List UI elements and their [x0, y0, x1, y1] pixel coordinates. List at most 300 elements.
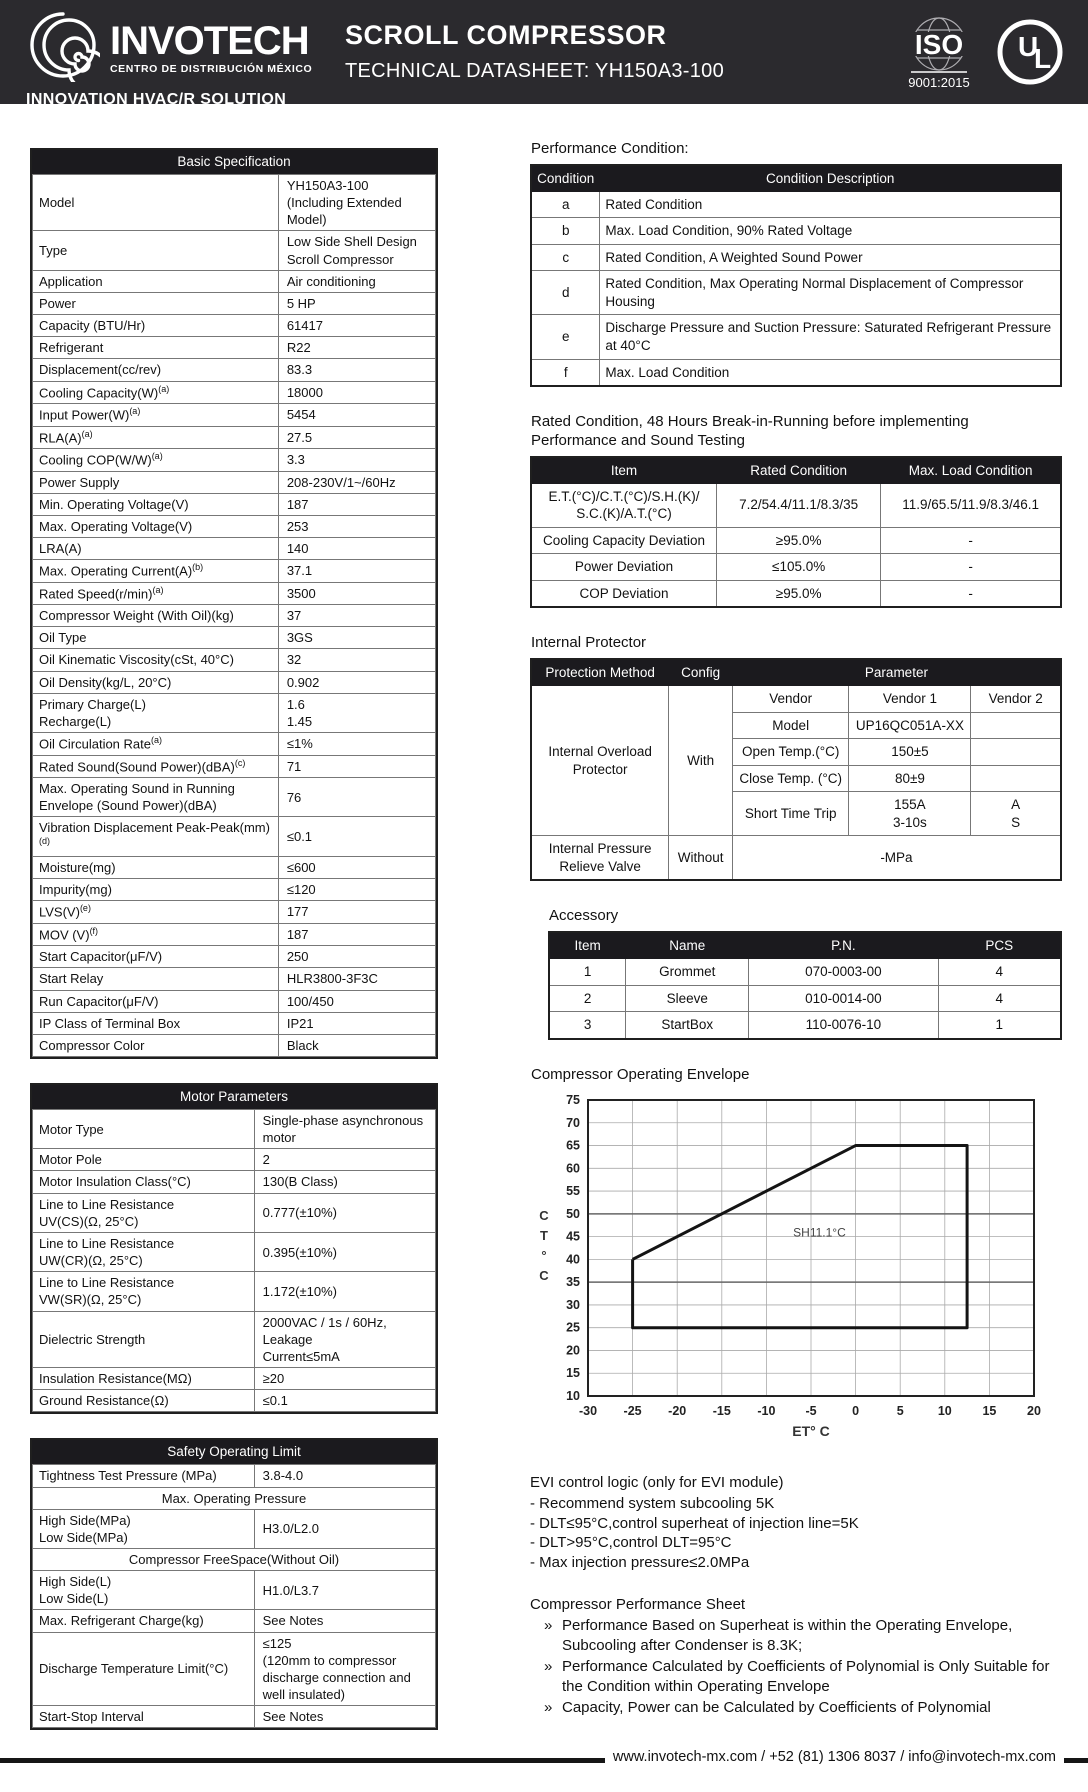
- rated-condition-section: [530, 413, 1062, 608]
- row-label: Cooling $COP(W/W)^{(a)}$: [33, 449, 279, 471]
- row-label: $LVS(V)^{(e)}$: [33, 901, 279, 923]
- svg-text:20: 20: [566, 1343, 580, 1358]
- table-row: [33, 582, 436, 604]
- table-row: [33, 1171, 436, 1193]
- table-row: [33, 1232, 436, 1271]
- cell: Rated Condition: [600, 191, 1061, 218]
- row-label: Rated $Speed(r/\min)^{(a)}$: [33, 582, 279, 604]
- row-label: Displacement(cc/rev): [33, 359, 279, 381]
- row-value: 27.5: [278, 426, 435, 448]
- row-value: 208-230V/1~/60Hz: [278, 471, 435, 493]
- row-label: Max. Refrigerant Charge(kg): [33, 1610, 255, 1632]
- row-value: 18000: [278, 381, 435, 403]
- cell: Sleeve: [626, 985, 749, 1012]
- table-row: [33, 1465, 436, 1487]
- cell: f: [531, 359, 600, 386]
- row-label: Line to Line Resistance UV(CS)(Ω, 25°C): [33, 1193, 255, 1232]
- column-header: Item: [549, 932, 626, 959]
- ul-badge: [994, 16, 1066, 93]
- cell: -MPa: [732, 836, 1061, 881]
- x-axis-label: ET° C: [792, 1422, 830, 1439]
- bullet-text: Performance Based on Superheat is within the Operating Envelope, Subcooling after Condenser is 8.3K;: [562, 1617, 1013, 1655]
- row-value: 187: [278, 923, 435, 945]
- brand-tagline-en: INNOVATION HVAC/R SOLUTION: [26, 91, 287, 108]
- table-row: [33, 449, 436, 471]
- cell: Max. Load Condition: [600, 359, 1061, 386]
- row-value: 37: [278, 605, 435, 627]
- row-value: 250: [278, 946, 435, 968]
- cell: Power Deviation: [531, 554, 717, 581]
- note-line: - Max injection pressure≤2.0MPa: [530, 1554, 750, 1572]
- table-row: [33, 1509, 436, 1548]
- row-label: Max. Operating Sound in Running Envelope (Sound Power)(dBA): [33, 778, 279, 817]
- notes-title: EVI control logic (only for EVI module): [530, 1473, 784, 1491]
- cell: E.T.(°C)/C.T.(°C)/S.H.(K)/ S.C.(K)/A.T.(°C): [531, 483, 717, 527]
- svg-text:30: 30: [566, 1297, 580, 1312]
- operating-envelope-section: [530, 1066, 1062, 1447]
- note-line: - DLT≤95°C,control superheat of injection line=5K: [530, 1514, 859, 1532]
- table-row: [33, 1149, 436, 1171]
- row-value: ≤600: [278, 856, 435, 878]
- cell: A S: [971, 792, 1061, 836]
- table-row: [33, 778, 436, 817]
- table-row: [531, 836, 1061, 881]
- column-header: Protection Method: [531, 659, 669, 686]
- bullet-item: [544, 1657, 1062, 1697]
- cell: Vendor: [732, 686, 849, 713]
- row-label: Moisture(mg): [33, 856, 279, 878]
- column-header: Max. Load Condition: [881, 457, 1061, 484]
- bullet-text: Performance Calculated by Coefficients of Polynomial is Only Suitable for the Condition within Operating Envelope: [562, 1658, 1050, 1696]
- row-label: Max. Operating $Current(A)^{(b)}$: [33, 560, 279, 582]
- cell: -: [881, 580, 1061, 607]
- cell: 070-0003-00: [749, 959, 938, 986]
- row-label: High Side(MPa) Low Side(MPa): [33, 1509, 255, 1548]
- row-label: Discharge Temperature Limit(°C): [33, 1632, 255, 1706]
- cell: 110-0076-10: [749, 1012, 938, 1039]
- row-label: Input $Power(W)^{(a)}$: [33, 404, 279, 426]
- row-label: Line to Line Resistance UW(CR)(Ω, 25°C): [33, 1232, 255, 1271]
- row-value: ≤1%: [278, 733, 435, 755]
- table-row: [531, 271, 1061, 315]
- brand-tagline-es: CENTRO DE DISTRIBUCIÓN MÉXICO: [110, 62, 313, 75]
- cell: a: [531, 191, 600, 218]
- table-row: [33, 175, 436, 231]
- svg-text:L: L: [1034, 43, 1052, 74]
- svg-text:55: 55: [566, 1183, 580, 1198]
- cell: Model: [732, 712, 849, 739]
- table-row: [33, 1571, 436, 1610]
- row-label: Dielectric Strength: [33, 1311, 255, 1367]
- cell: ≤105.0%: [717, 554, 881, 581]
- column-header: Rated Condition: [717, 457, 881, 484]
- svg-text:C: C: [539, 1207, 549, 1223]
- svg-text:-25: -25: [623, 1403, 642, 1418]
- internal-protector-table: [530, 658, 1062, 881]
- table-row: [33, 1272, 436, 1311]
- bullet-item: [544, 1616, 1062, 1656]
- column-header: Name: [626, 932, 749, 959]
- row-label: Ground Resistance(Ω): [33, 1390, 255, 1412]
- row-label: Motor Pole: [33, 1149, 255, 1171]
- row-value: H1.0/L3.7: [254, 1571, 435, 1610]
- row-value: ≥20: [254, 1368, 435, 1390]
- cell: Vendor 2: [971, 686, 1061, 713]
- chart-annotation: SH11.1°C: [793, 1225, 846, 1240]
- cell: [971, 765, 1061, 792]
- row-value: 0.902: [278, 671, 435, 693]
- safety-operating-limit-table: [30, 1438, 438, 1730]
- row-value: ≤0.1: [254, 1390, 435, 1412]
- table-row: [33, 968, 436, 990]
- iso-9001-badge: [896, 12, 982, 97]
- row-value: 83.3: [278, 359, 435, 381]
- table-row: [531, 359, 1061, 386]
- table-title: Safety Operating Limit: [32, 1440, 436, 1464]
- table-row: [33, 671, 436, 693]
- row-label: Type: [33, 231, 279, 270]
- brand-name: INVOTECH: [110, 18, 309, 63]
- cell: 7.2/54.4/11.1/8.3/35: [717, 483, 881, 527]
- section-caption: Rated Condition, 48 Hours Break-in-Running before implementing Performance and Sound Testing: [531, 413, 969, 449]
- row-value: 3500: [278, 582, 435, 604]
- row-label: $RLA(A)^{(a)}$: [33, 426, 279, 448]
- row-label: Refrigerant: [33, 337, 279, 359]
- bullet-item: [544, 1698, 1062, 1718]
- row-value: 2: [254, 1149, 435, 1171]
- row-label: Rated Sound(Sound Power)(dBA)$^{(c)}$: [33, 755, 279, 777]
- cell: COP Deviation: [531, 580, 717, 607]
- row-value: 0.395(±10%): [254, 1232, 435, 1271]
- svg-text:70: 70: [566, 1115, 580, 1130]
- subheader-cell: Compressor FreeSpace(Without Oil): [33, 1548, 436, 1570]
- row-label: Start Capacitor(μF/V): [33, 946, 279, 968]
- table-row: [33, 1368, 436, 1390]
- table-row: [531, 218, 1061, 245]
- table-row: [33, 560, 436, 582]
- table-row: [33, 1390, 436, 1412]
- cell: 1: [549, 959, 626, 986]
- table-row: [33, 1706, 436, 1728]
- protection-method-cell: Internal Pressure Relieve Valve: [531, 836, 669, 881]
- svg-text:65: 65: [566, 1138, 580, 1153]
- operating-envelope-chart: [530, 1090, 1050, 1442]
- row-label: Oil Density(kg/L, 20°C): [33, 671, 279, 693]
- column-header: Config: [669, 659, 733, 686]
- protection-method-cell: Internal Overload Protector: [531, 686, 669, 836]
- row-value: 5 HP: [278, 292, 435, 314]
- row-value: Low Side Shell Design Scroll Compressor: [278, 231, 435, 270]
- table-row: [33, 879, 436, 901]
- table-row: [33, 515, 436, 537]
- table-row: [33, 1034, 436, 1056]
- row-value: 71: [278, 755, 435, 777]
- table-row: [33, 923, 436, 945]
- row-value: 140: [278, 537, 435, 559]
- row-value: 3.3: [278, 449, 435, 471]
- row-value: 3.8-4.0: [254, 1465, 435, 1487]
- table-row: [33, 270, 436, 292]
- table-row: [33, 946, 436, 968]
- cell: 155A 3-10s: [849, 792, 971, 836]
- row-label: Run Capacitor(μF/V): [33, 990, 279, 1012]
- svg-text:45: 45: [566, 1229, 580, 1244]
- note-line: - Recommend system subcooling 5K: [530, 1494, 775, 1512]
- row-value: 76: [278, 778, 435, 817]
- row-label: Application: [33, 270, 279, 292]
- svg-text:50: 50: [566, 1206, 580, 1221]
- table-row: [33, 359, 436, 381]
- table-row: [33, 381, 436, 403]
- row-label: Line to Line Resistance VW(SR)(Ω, 25°C): [33, 1272, 255, 1311]
- svg-text:10: 10: [566, 1388, 580, 1403]
- iso-sub-label: 9001:2015: [908, 75, 970, 90]
- cell: [971, 739, 1061, 766]
- svg-text:C: C: [539, 1267, 549, 1283]
- basic-specification-table: [30, 148, 438, 1059]
- config-cell: With: [669, 686, 733, 836]
- svg-text:10: 10: [937, 1403, 952, 1418]
- row-label: LRA(A): [33, 537, 279, 559]
- row-label: Insulation Resistance(MΩ): [33, 1368, 255, 1390]
- performance-condition-section: [530, 140, 1062, 387]
- row-label: Min. Operating Voltage(V): [33, 493, 279, 515]
- table-row: [549, 959, 1061, 986]
- table-row: [33, 627, 436, 649]
- accessory-section: [530, 907, 1062, 1039]
- notes-title: Compressor Performance Sheet: [530, 1596, 746, 1614]
- row-value: 2000VAC / 1s / 60Hz, Leakage Current≤5mA: [254, 1311, 435, 1367]
- cell: Discharge Pressure and Suction Pressure: Saturated Refrigerant Pressure at 40°C: [600, 315, 1061, 359]
- row-label: Vibration Displacement Peak-Peak(mm)$^{(d)}$: [33, 817, 279, 857]
- table-row: [531, 244, 1061, 271]
- cell: b: [531, 218, 600, 245]
- table-row: [549, 1012, 1061, 1039]
- performance-condition-table: [530, 164, 1062, 387]
- row-value: YH150A3-100 (Including Extended Model): [278, 175, 435, 231]
- svg-text:35: 35: [566, 1274, 580, 1289]
- iso-label: ISO: [914, 29, 964, 60]
- brand-block: [26, 8, 356, 109]
- table-row: [33, 537, 436, 559]
- cell: e: [531, 315, 600, 359]
- svg-text:60: 60: [566, 1160, 580, 1175]
- performance-sheet-notes: [530, 1595, 1062, 1718]
- table-row: [33, 733, 436, 755]
- chart-title: Compressor Operating Envelope: [531, 1065, 750, 1083]
- bullet-text: Capacity, Power can be Calculated by Coefficients of Polynomial: [562, 1699, 991, 1716]
- row-value: See Notes: [254, 1706, 435, 1728]
- row-label: Model: [33, 175, 279, 231]
- bullet-marker: »: [544, 1699, 553, 1716]
- table-row: [33, 649, 436, 671]
- row-value: See Notes: [254, 1610, 435, 1632]
- page-header: [0, 0, 1088, 108]
- row-label: Capacity (BTU/Hr): [33, 315, 279, 337]
- cell: Grommet: [626, 959, 749, 986]
- row-label: Max. Operating Voltage(V): [33, 515, 279, 537]
- cell: Cooling Capacity Deviation: [531, 527, 717, 554]
- row-label: Oil Type: [33, 627, 279, 649]
- row-value: 253: [278, 515, 435, 537]
- row-label: Impurity(mg): [33, 879, 279, 901]
- rated-condition-table: [530, 456, 1062, 609]
- svg-text:25: 25: [566, 1320, 580, 1335]
- svg-text:-30: -30: [578, 1403, 598, 1418]
- row-label: High Side(L) Low Side(L): [33, 1571, 255, 1610]
- cell: Open Temp.(°C): [732, 739, 849, 766]
- cell: 4: [938, 985, 1061, 1012]
- row-label: Motor Type: [33, 1110, 255, 1149]
- spiral-logo-icon: [26, 8, 100, 87]
- svg-text:-20: -20: [668, 1403, 687, 1418]
- row-value: 1.6 1.45: [278, 693, 435, 732]
- table-title: Motor Parameters: [32, 1085, 436, 1109]
- row-value: 177: [278, 901, 435, 923]
- note-line: - DLT>95°C,control DLT=95°C: [530, 1534, 732, 1552]
- cell: UP16QC051A-XX: [849, 712, 971, 739]
- internal-protector-section: [530, 634, 1062, 881]
- table-row: [33, 1193, 436, 1232]
- row-value: 3GS: [278, 627, 435, 649]
- cell: Rated Condition, Max Operating Normal Displacement of Compressor Housing: [600, 271, 1061, 315]
- row-value: IP21: [278, 1012, 435, 1034]
- table-row: [33, 1548, 436, 1570]
- cell: ≥95.0%: [717, 527, 881, 554]
- table-row: [531, 527, 1061, 554]
- accessory-table: [548, 931, 1062, 1040]
- row-value: 0.777(±10%): [254, 1193, 435, 1232]
- table-row: [33, 471, 436, 493]
- table-row: [33, 493, 436, 515]
- cell: d: [531, 271, 600, 315]
- cell: Close Temp. (°C): [732, 765, 849, 792]
- cell: 11.9/65.5/11.9/8.3/46.1: [881, 483, 1061, 527]
- row-label: Compressor Color: [33, 1034, 279, 1056]
- row-value: Black: [278, 1034, 435, 1056]
- row-label: Power Supply: [33, 471, 279, 493]
- table-row: [33, 231, 436, 270]
- cell: ≥95.0%: [717, 580, 881, 607]
- table-row: [33, 901, 436, 923]
- svg-text:20: 20: [1027, 1403, 1041, 1418]
- cell: Rated Condition, A Weighted Sound Power: [600, 244, 1061, 271]
- row-value: HLR3800-3F3C: [278, 968, 435, 990]
- column-header: P.N.: [749, 932, 938, 959]
- row-value: 5454: [278, 404, 435, 426]
- page-title: SCROLL COMPRESSOR: [345, 20, 667, 50]
- row-value: ≤0.1: [278, 817, 435, 857]
- table-row: [33, 426, 436, 448]
- row-label: Compressor Weight (With Oil)(kg): [33, 605, 279, 627]
- cell: [971, 712, 1061, 739]
- cell: 3: [549, 1012, 626, 1039]
- cell: 010-0014-00: [749, 985, 938, 1012]
- cell: 80±9: [849, 765, 971, 792]
- table-row: [531, 315, 1061, 359]
- row-label: Start-Stop Interval: [33, 1706, 255, 1728]
- evi-notes: [530, 1473, 1062, 1574]
- row-value: 1.172(±10%): [254, 1272, 435, 1311]
- svg-text:-5: -5: [805, 1403, 817, 1418]
- table-row: [33, 990, 436, 1012]
- row-value: 187: [278, 493, 435, 515]
- column-header: Item: [531, 457, 717, 484]
- table-row: [531, 554, 1061, 581]
- table-row: [33, 605, 436, 627]
- row-label: IP Class of Terminal Box: [33, 1012, 279, 1034]
- row-label: MOV $(V)^{(f)}$: [33, 923, 279, 945]
- row-value: 32: [278, 649, 435, 671]
- row-label: Oil Circulation Rate$^{(a)}$: [33, 733, 279, 755]
- row-label: Cooling $Capacity(W)^{(a)}$: [33, 381, 279, 403]
- cell: c: [531, 244, 600, 271]
- row-value: H3.0/L2.0: [254, 1509, 435, 1548]
- row-label: Tightness Test Pressure (MPa): [33, 1465, 255, 1487]
- chart-container: [530, 1090, 1062, 1447]
- bullet-marker: »: [544, 1617, 553, 1635]
- table-row: [33, 292, 436, 314]
- svg-text:-10: -10: [757, 1403, 776, 1418]
- svg-text:-15: -15: [712, 1403, 731, 1418]
- section-caption: Accessory: [549, 907, 619, 925]
- row-label: Start Relay: [33, 968, 279, 990]
- table-row: [531, 191, 1061, 218]
- cell: 1: [938, 1012, 1061, 1039]
- row-value: ≤125 (120mm to compressor discharge connection and well insulated): [254, 1632, 435, 1706]
- row-value: 100/450: [278, 990, 435, 1012]
- table-row: [33, 337, 436, 359]
- table-row: [33, 1632, 436, 1706]
- table-row: [531, 483, 1061, 527]
- table-row: [33, 1110, 436, 1149]
- section-caption: Performance Condition:: [531, 140, 689, 157]
- table-row: [33, 1610, 436, 1632]
- cell: 4: [938, 959, 1061, 986]
- table-row: [33, 817, 436, 857]
- cell: 150±5: [849, 739, 971, 766]
- table-row: [33, 1487, 436, 1509]
- row-value: ≤120: [278, 879, 435, 901]
- svg-text:15: 15: [982, 1403, 997, 1418]
- column-header: PCS: [938, 932, 1061, 959]
- svg-text:5: 5: [896, 1403, 904, 1418]
- config-cell: Without: [669, 836, 733, 881]
- table-row: [33, 755, 436, 777]
- row-label: Primary Charge(L) Recharge(L): [33, 693, 279, 732]
- row-value: 61417: [278, 315, 435, 337]
- subheader-cell: Max. Operating Pressure: [33, 1487, 436, 1509]
- cell: 2: [549, 985, 626, 1012]
- cell: -: [881, 527, 1061, 554]
- table-row: [33, 856, 436, 878]
- row-label: Power: [33, 292, 279, 314]
- row-value: 130(B Class): [254, 1171, 435, 1193]
- table-row: [33, 1311, 436, 1367]
- footer-contact: www.invotech-mx.com / +52 (81) 1306 8037 / info@invotech-mx.com: [605, 1749, 1064, 1765]
- row-value: Single-phase asynchronous motor: [254, 1110, 435, 1149]
- column-header: Condition Description: [600, 165, 1061, 192]
- table-title: Basic Specification: [32, 150, 436, 174]
- section-caption: Internal Protector: [531, 634, 647, 652]
- svg-text:40: 40: [566, 1252, 580, 1267]
- row-value: R22: [278, 337, 435, 359]
- table-row: [549, 985, 1061, 1012]
- cell: -: [881, 554, 1061, 581]
- cell: Short Time Trip: [732, 792, 849, 836]
- svg-text:75: 75: [566, 1092, 580, 1107]
- row-label: Motor Insulation Class(°C): [33, 1171, 255, 1193]
